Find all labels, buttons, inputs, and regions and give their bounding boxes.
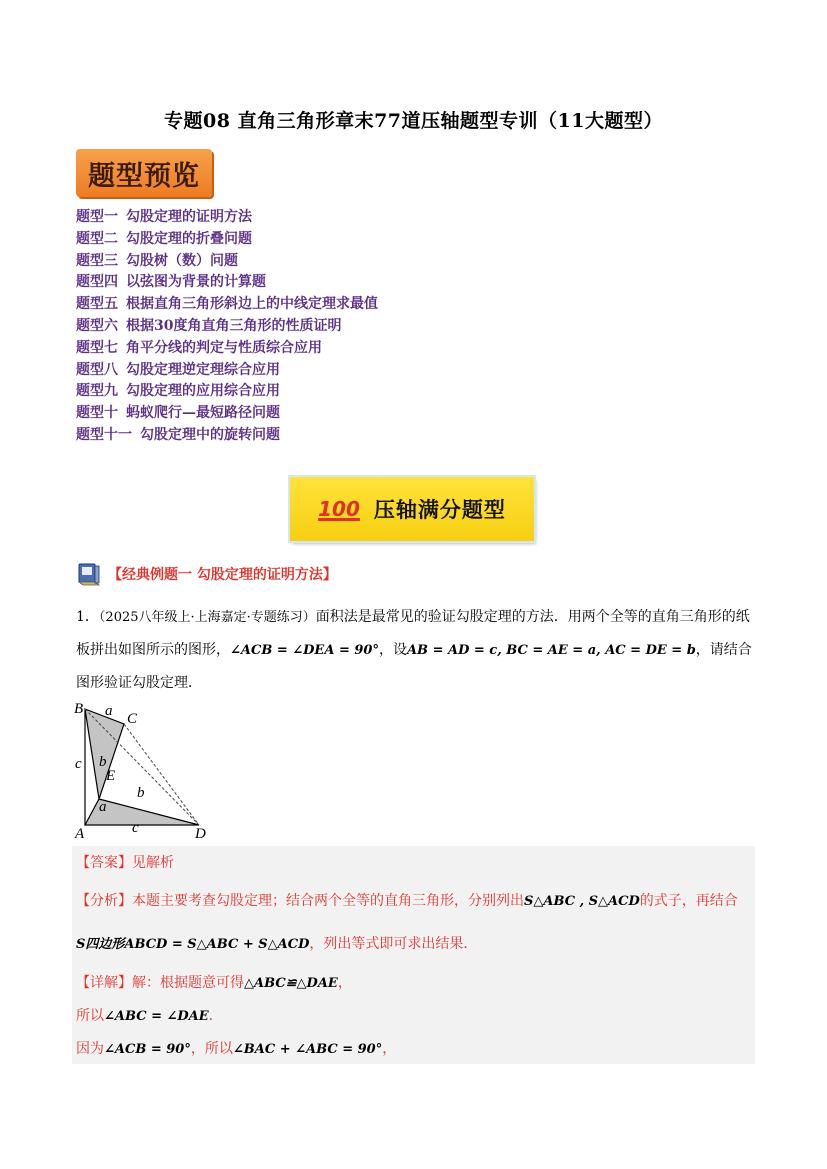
section-heading	[76, 562, 337, 586]
problem-1: 1．（2025八年级上·上海嘉定·专题练习）面积法是最常见的验证勾股定理的方法．用两个全等的直角三角形的纸板拼出如图所示的图形，∠ACB = ∠DEA = 90°，设AB = AD = c, BC = AE = a, AC = DE = b，请结合图形验证勾股定理．	[76, 609, 752, 691]
banner-label: 压轴满分题型	[373, 498, 506, 522]
side-label: a	[99, 799, 107, 815]
side-label: a	[105, 703, 113, 719]
point-label: A	[75, 826, 85, 841]
topic-item[interactable]: 题型一 勾股定理的证明方法	[76, 209, 252, 225]
point-label: E	[106, 768, 116, 784]
full-score-banner	[290, 477, 534, 541]
topic-item[interactable]: 题型九 勾股定理的应用综合应用	[76, 383, 280, 400]
topic-list	[76, 207, 378, 447]
point-label: C	[127, 711, 138, 727]
topic-item[interactable]: 题型五 根据直角三角形斜边上的中线定理求最值	[76, 296, 378, 313]
topic-item[interactable]: 题型十一 勾股定理中的旋转问题	[76, 426, 280, 443]
detail-line: 【详解】解：根据题意可得△ABC≌△DAE，	[76, 975, 352, 991]
analysis-line: 【分析】本题主要考查勾股定理；结合两个全等的直角三角形，分别列出S△ABC , S△ACD的式子，再结合	[76, 893, 738, 909]
topic-item[interactable]: 题型八 勾股定理逆定理综合应用	[76, 361, 280, 378]
topic-item[interactable]: 题型二 勾股定理的折叠问题	[76, 230, 252, 247]
topic-item[interactable]: 题型六 根据30度角直角三角形的性质证明	[76, 317, 342, 334]
problem-source: （2025八年级上·上海嘉定·专题练习）	[98, 610, 316, 625]
side-label: c	[132, 820, 139, 836]
problem-formula: AB = AD = c, BC = AE = a, AC = DE = b	[406, 643, 696, 658]
side-label: b	[137, 785, 145, 801]
solution-box	[72, 846, 755, 1064]
topic-item[interactable]: 题型四 以弦图为背景的计算题	[76, 274, 266, 291]
answer-line: 【答案】见解析	[76, 855, 174, 871]
problem-formula: ∠ACB = ∠DEA = 90°	[230, 643, 379, 658]
geometry-figure	[72, 699, 222, 841]
section-heading-text: 【经典例题一 勾股定理的证明方法】	[108, 567, 337, 583]
problem-number: 1．	[76, 609, 99, 625]
book-icon	[76, 562, 102, 586]
side-label: c	[75, 756, 82, 772]
point-label: B	[74, 701, 84, 717]
problem-text: 面积法是最常见的验证勾股定理的方法．用两个全等的直角三角形的纸板拼出如图所示的图形，	[76, 609, 750, 658]
point-label: D	[195, 826, 206, 841]
topic-item[interactable]: 题型十 蚂蚁爬行—最短路径问题	[76, 405, 280, 422]
detail-line-3: 因为∠ACB = 90°，所以∠BAC + ∠ABC = 90°，	[76, 1041, 397, 1057]
topic-item[interactable]: 题型七 角平分线的判定与性质综合应用	[76, 339, 322, 356]
preview-badge-label: 题型预览	[88, 160, 200, 192]
page-title: 专题08 直角三角形章末77道压轴题型专训（11大题型）	[164, 110, 663, 132]
detail-line-2: 所以∠ABC = ∠DAE．	[76, 1008, 223, 1024]
topic-item[interactable]: 题型三 勾股树（数）问题	[76, 252, 238, 269]
hundred-points-icon: 100	[318, 497, 360, 521]
analysis-line-2: S四边形ABCD = S△ABC + S△ACD，列出等式即可求出结果．	[76, 936, 478, 952]
preview-badge	[76, 149, 212, 197]
side-label: b	[99, 754, 107, 770]
